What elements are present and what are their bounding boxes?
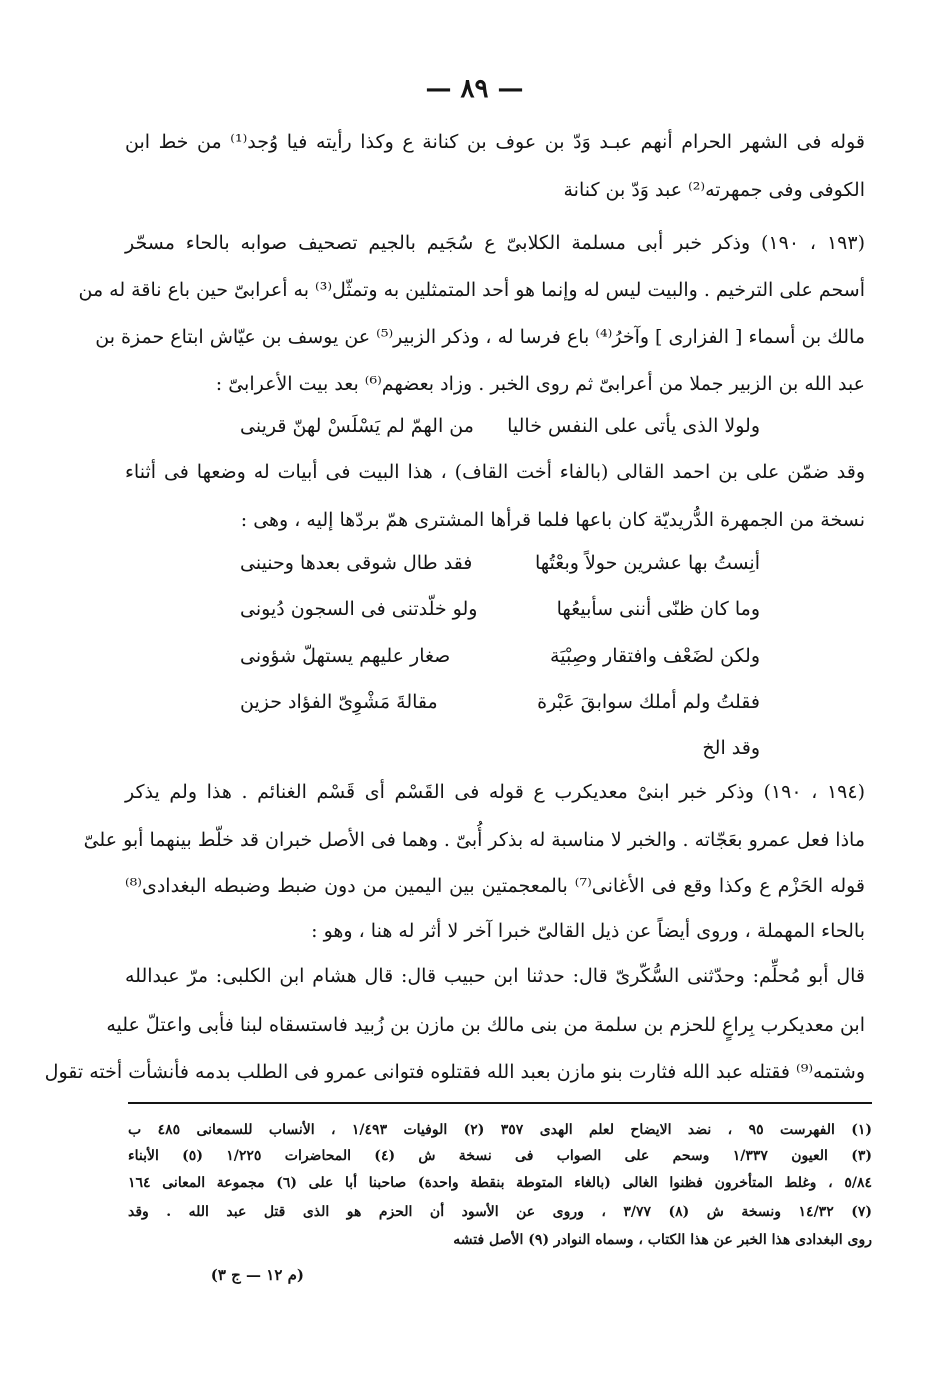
verse-end: وقد الخ	[702, 737, 760, 759]
verse-hemistich-second: من الهمّ لم يَسْلَسْ لهنّ قرينى	[240, 415, 474, 437]
verse-hemistich-first: أنِستُ بها عشرين حولاً وبعْتُها	[535, 552, 760, 574]
text-line: قوله الحَزْم ع وكذا وقع فى الأغانى⁽⁷⁾ بالمعجمتين بين اليمين من دون ضبط وضبطه البغدادى⁽⁸⁾	[125, 875, 866, 897]
verse-hemistich-first: ولولا الذى يأتى على النفس خاليا	[507, 415, 760, 437]
text-line: مالك بن أسماء [ الفزارى ] وآخرُ⁽⁴⁾ باع فرسا له ، وذكر الزبير⁽⁵⁾ عن يوسف بن عيّاش ابتاع حمزة بن	[95, 326, 865, 348]
footnote-line: ٥/٨٤ ، وغلط المتأخرون فظنوا الغالى (بالغاء المتوطة بنقطة واحدة) صاحبنا أبا على (٦) مجموعة المعانى ١٦٤	[128, 1175, 872, 1191]
signature-mark: (م ١٢ — ج ٣)	[210, 1266, 304, 1284]
verse-line	[240, 411, 760, 441]
text-line: ابن معديكرب بِراعٍ للحزم بن سلمة من بنى مالك بن مازن بن زُبيد فاستسقاه لبنا فأبى واعتلّ عليه	[106, 1014, 865, 1036]
text-line: قال أبو مُحلِّم: وحدّثنى السُّكّرىّ قال: حدثنا ابن حبيب قال: قال هشام ابن الكلبى: مرّ عبدالله	[125, 965, 865, 987]
verse-line	[240, 548, 760, 578]
footnote-line: (٧) ١٤/٣٢ ونسخة ش (٨) ٣/٧٧ ، وروى عن الأسود أن الحزم هو الذى قتل عبد الله . وقد	[128, 1204, 872, 1220]
text-line: بالحاء المهملة ، وروى أيضاً عن ذيل القالىّ خبرا آخر لا أثر له هنا ، وهو :	[311, 920, 865, 942]
text-line: وقد ضمّن على بن احمد القالى (بالفاء أخت القاف) ، هذا البيت فى أبيات له وضعها فى أثناء	[125, 461, 865, 483]
verse-hemistich-first: فقلتُ ولم أملك سوابقَ عَبْرة	[537, 691, 760, 713]
verse-line	[240, 733, 760, 763]
verse-hemistich-second: فقد طال شوقى بعدها وحنينى	[240, 552, 473, 574]
text-line: الكوفى وفى جمهرته⁽²⁾ عبد وَدّ بن كنانة	[563, 179, 865, 201]
footnote-line: روى البغدادى هذا الخبر عن هذا الكتاب ، وسماه النوادر (٩) الأصل فتشه	[453, 1232, 872, 1248]
footnote-line: (١) الفهرست ٩٥ ، نضد الايضاح لعلم الهدى ٣٥٧ (٢) الوفيات ١/٤٩٣ ، الأنساب للسمعانى ٤٨٥ ب	[128, 1122, 873, 1138]
verse-hemistich-first: وما كان ظنّى أننى سأبيعُها	[556, 598, 760, 620]
footnote-divider	[128, 1102, 872, 1104]
verse-hemistich-second: مقالةَ مَشْوِىّ الفؤاد حزين	[240, 691, 438, 713]
verse-hemistich-second: صغار عليهم يستهلّ شؤونى	[240, 645, 451, 667]
text-line: نسخة من الجمهرة الدُّريديّة كان باعها فلما قرأها المشترى همّ بردّها إليه ، وهى :	[240, 509, 865, 531]
verse-hemistich-first: ولكن لضَعْف وافتقار وصِبْيَة	[550, 645, 760, 667]
text-line: أسحم على الترخيم . والبيت ليس له وإنما هو أحد المتمثلين به وتمثّل⁽³⁾ به أعرابىّ حين باع ناقة له من	[78, 279, 865, 301]
text-line: قوله فى الشهر الحرام أنهم عبـد وَدّ بن عوف بن كنانة ع وكذا رأيته فيا وُجد⁽¹⁾ من خط ابن	[125, 131, 865, 153]
verse-line	[240, 641, 760, 671]
footnote-line: (٣) العيون ١/٣٣٧ وسحم على الصواب فى نسخة ش (٤) المحاضرات ١/٢٢٥ (٥) الأبناء	[128, 1148, 872, 1164]
text-line: (١٩٣ ، ١٩٠) وذكر خبر أبى مسلمة الكلابىّ ع سُجَيم بالجيم تصحيف صوابه بالحاء مسحّر	[125, 232, 865, 254]
text-line: عبد الله بن الزبير جملا من أعرابىّ ثم روى الخبر . وزاد بعضهم⁽⁶⁾ بعد بيت الأعرابىّ :	[215, 373, 865, 395]
text-line: ماذا فعل عمرو بعَجّاته . والخبر لا مناسبة له بذكر أُبىّ . وهما فى الأصل خبران قد خلّط بينهما أبو علىّ	[83, 829, 865, 851]
verse-line	[240, 594, 760, 624]
text-line: (١٩٤ ، ١٩٠) وذكر خبر ابنىْ معديكرب ع قوله فى القَسْم أى قَسْم الغنائم . هذا ولم يذكر	[125, 781, 865, 803]
page-number: — ٨٩ —	[425, 74, 524, 104]
verse-hemistich-second: ولو خلّدتنى فى السجون دُيونى	[240, 598, 478, 620]
text-line: وشتمه⁽⁹⁾ فقتله عبد الله فثارت بنو مازن بعبد الله فقتلوه فتوانى عمرو فى الطلب بدمه فأنشأت أخته تقول	[44, 1061, 865, 1083]
verse-line	[240, 687, 760, 717]
